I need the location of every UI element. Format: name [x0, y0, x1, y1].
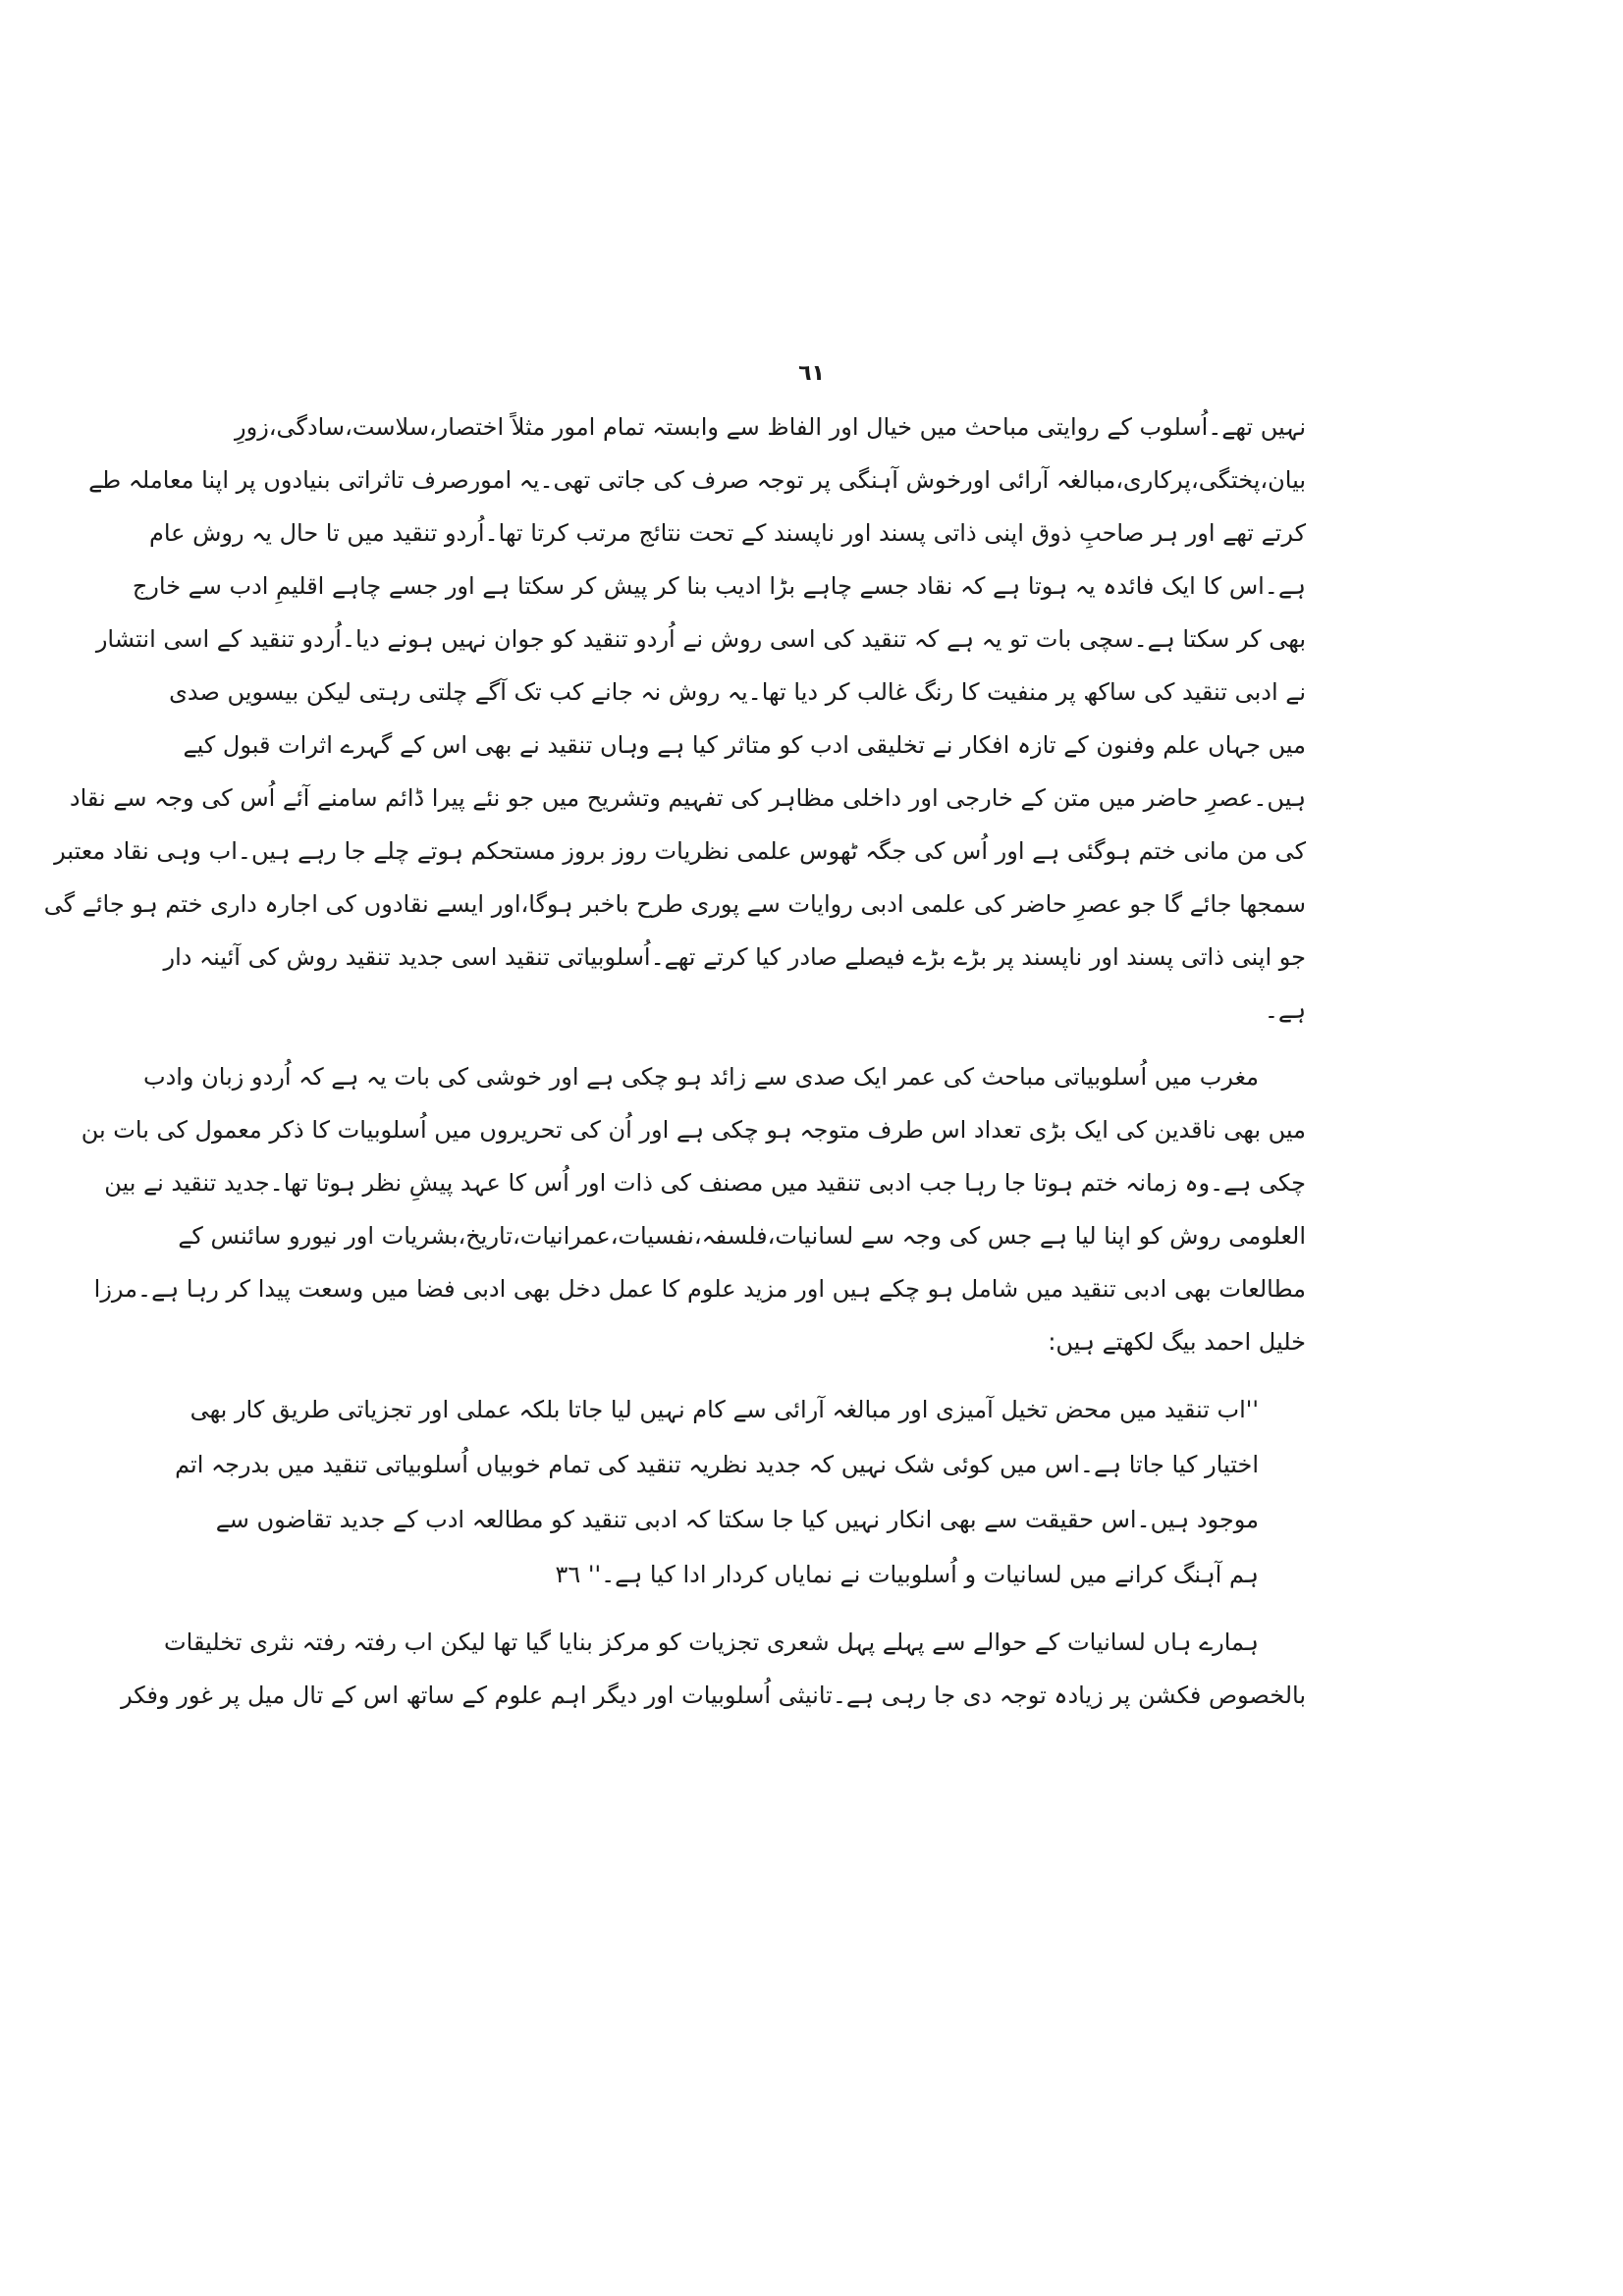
paragraph-2: [81, 1050, 1306, 1368]
text-line: ہمارے ہاں لسانیات کے حوالے سے پہلے پہل شعری تجزیات کو مرکز بنایا گیا تھا لیکن اب رفتہ رفتہ نثری تخلیقات: [164, 1629, 1259, 1656]
text-line: نہیں تھے۔اُسلوب کے روایتی مباحث میں خیال اور الفاظ سے وابستہ تمام امور مثلاً اختصار،سلاست،سادگی،زورِ: [235, 413, 1306, 441]
text-line: بیان،پختگی،پرکاری،مبالغہ آرائی اورخوش آہنگی پر توجہ صرف کی جاتی تھی۔یہ امورصرف تاثراتی بنیادوں پر اپنا معاملہ طے: [88, 466, 1306, 494]
text-line: ہیں۔عصرِ حاضر میں متن کے خارجی اور داخلی مظاہر کی تفہیم وتشریح میں جو نئے پیرا ڈائم سامنے آئے اُس کی وجہ سے نقاد: [69, 784, 1306, 812]
text-line: مطالعات بھی ادبی تنقید میں شامل ہو چکے ہیں اور مزید علوم کا عمل دخل بھی ادبی فضا میں وسعت پیدا کر رہا ہے۔مرزا: [93, 1275, 1306, 1303]
text-line: میں بھی ناقدین کی ایک بڑی تعداد اس طرف متوجہ ہو چکی ہے اور اُن کی تحریروں میں اُسلوبیات کا ذکر معمول کی بات بن: [81, 1116, 1306, 1144]
text-line: نے ادبی تنقید کی ساکھ پر منفیت کا رنگ غالب کر دیا تھا۔یہ روش نہ جانے کب تک آگے چلتی رہتی لیکن بیسویں صدی: [169, 678, 1306, 706]
text-line: بالخصوص فکشن پر زیادہ توجہ دی جا رہی ہے۔تانیثی اُسلوبیات اور دیگر اہم علوم کے ساتھ اس کے تال میل پر غور وفکر: [121, 1682, 1306, 1709]
page-number: ٦١: [798, 361, 825, 386]
quote-line: اختیار کیا جاتا ہے۔اس میں کوئی شک نہیں کہ جدید نظریہ تنقید کی تمام خوبیاں اُسلوبیاتی تنقید میں بدرجہ اتم: [175, 1451, 1259, 1478]
text-line: جو اپنی ذاتی پسند اور ناپسند پر بڑے بڑے فیصلے صادر کیا کرتے تھے۔اُسلوبیاتی تنقید اسی جدید تنقید روش کی آئینہ دار: [163, 943, 1306, 971]
text-line: خلیل احمد بیگ لکھتے ہیں:: [1048, 1328, 1306, 1356]
text-line: چکی ہے۔وہ زمانہ ختم ہوتا جا رہا جب ادبی تنقید میں مصنف کی ذات اور اُس کا عہد پیشِ نظر ہوتا تھا۔جدید تنقید نے بین: [104, 1169, 1306, 1197]
block-quote: [175, 1382, 1306, 1602]
quote-line: ''اب تنقید میں محض تخیل آمیزی اور مبالغہ آرائی سے کام نہیں لیا جاتا بلکہ عملی اور تجزیاتی طریق کار بھی: [189, 1396, 1259, 1423]
text-line: بھی کر سکتا ہے۔سچی بات تو یہ ہے کہ تنقید کی اسی روش نے اُردو تنقید کو جوان نہیں ہونے دیا۔اُردو تنقید کے اسی انتشار: [95, 625, 1306, 653]
text-line: کرتے تھے اور ہر صاحبِ ذوق اپنی ذاتی پسند اور ناپسند کے تحت نتائج مرتب کرتا تھا۔اُردو تنقید میں تا حال یہ روش عام: [148, 519, 1306, 547]
body-text: [43, 400, 1306, 1722]
text-line: کی من مانی ختم ہوگئی ہے اور اُس کی جگہ ٹھوس علمی نظریات روز بروز مستحکم ہوتے چلے جا رہے ہیں۔اب وہی نقاد معتبر: [54, 837, 1306, 865]
text-line: میں جہاں علم وفنون کے تازہ افکار نے تخلیقی ادب کو متاثر کیا ہے وہاں تنقید نے بھی اس کے گہرے اثرات قبول کیے: [183, 731, 1306, 759]
quote-line: موجود ہیں۔اس حقیقت سے بھی انکار نہیں کیا جا سکتا کہ ادبی تنقید کو مطالعہ ادب کے جدید تقاضوں سے: [215, 1506, 1259, 1533]
text-line: سمجھا جائے گا جو عصرِ حاضر کی علمی ادبی روایات سے پوری طرح باخبر ہوگا،اور ایسے نقادوں کی اجارہ داری ختم ہو جائے گی: [43, 890, 1306, 918]
text-line: مغرب میں اُسلوبیاتی مباحث کی عمر ایک صدی سے زائد ہو چکی ہے اور خوشی کی بات یہ ہے کہ اُردو زبان وادب: [142, 1063, 1259, 1091]
text-line: ہے۔: [1264, 996, 1306, 1024]
paragraph-1: [43, 400, 1306, 1037]
text-line: ہے۔اس کا ایک فائدہ یہ ہوتا ہے کہ نقاد جسے چاہے بڑا ادیب بنا کر پیش کر سکتا ہے اور جسے چاہے اقلیمِ ادب سے خارج: [132, 572, 1306, 600]
quote-line: ہم آہنگ کرانے میں لسانیات و اُسلوبیات نے نمایاں کردار ادا کیا ہے۔'' ٣٦: [555, 1561, 1259, 1588]
paragraph-3: [121, 1616, 1306, 1722]
text-line: العلومی روش کو اپنا لیا ہے جس کی وجہ سے لسانیات،فلسفہ،نفسیات،عمرانیات،تاریخ،بشریات اور نیورو سائنس کے: [178, 1222, 1306, 1250]
